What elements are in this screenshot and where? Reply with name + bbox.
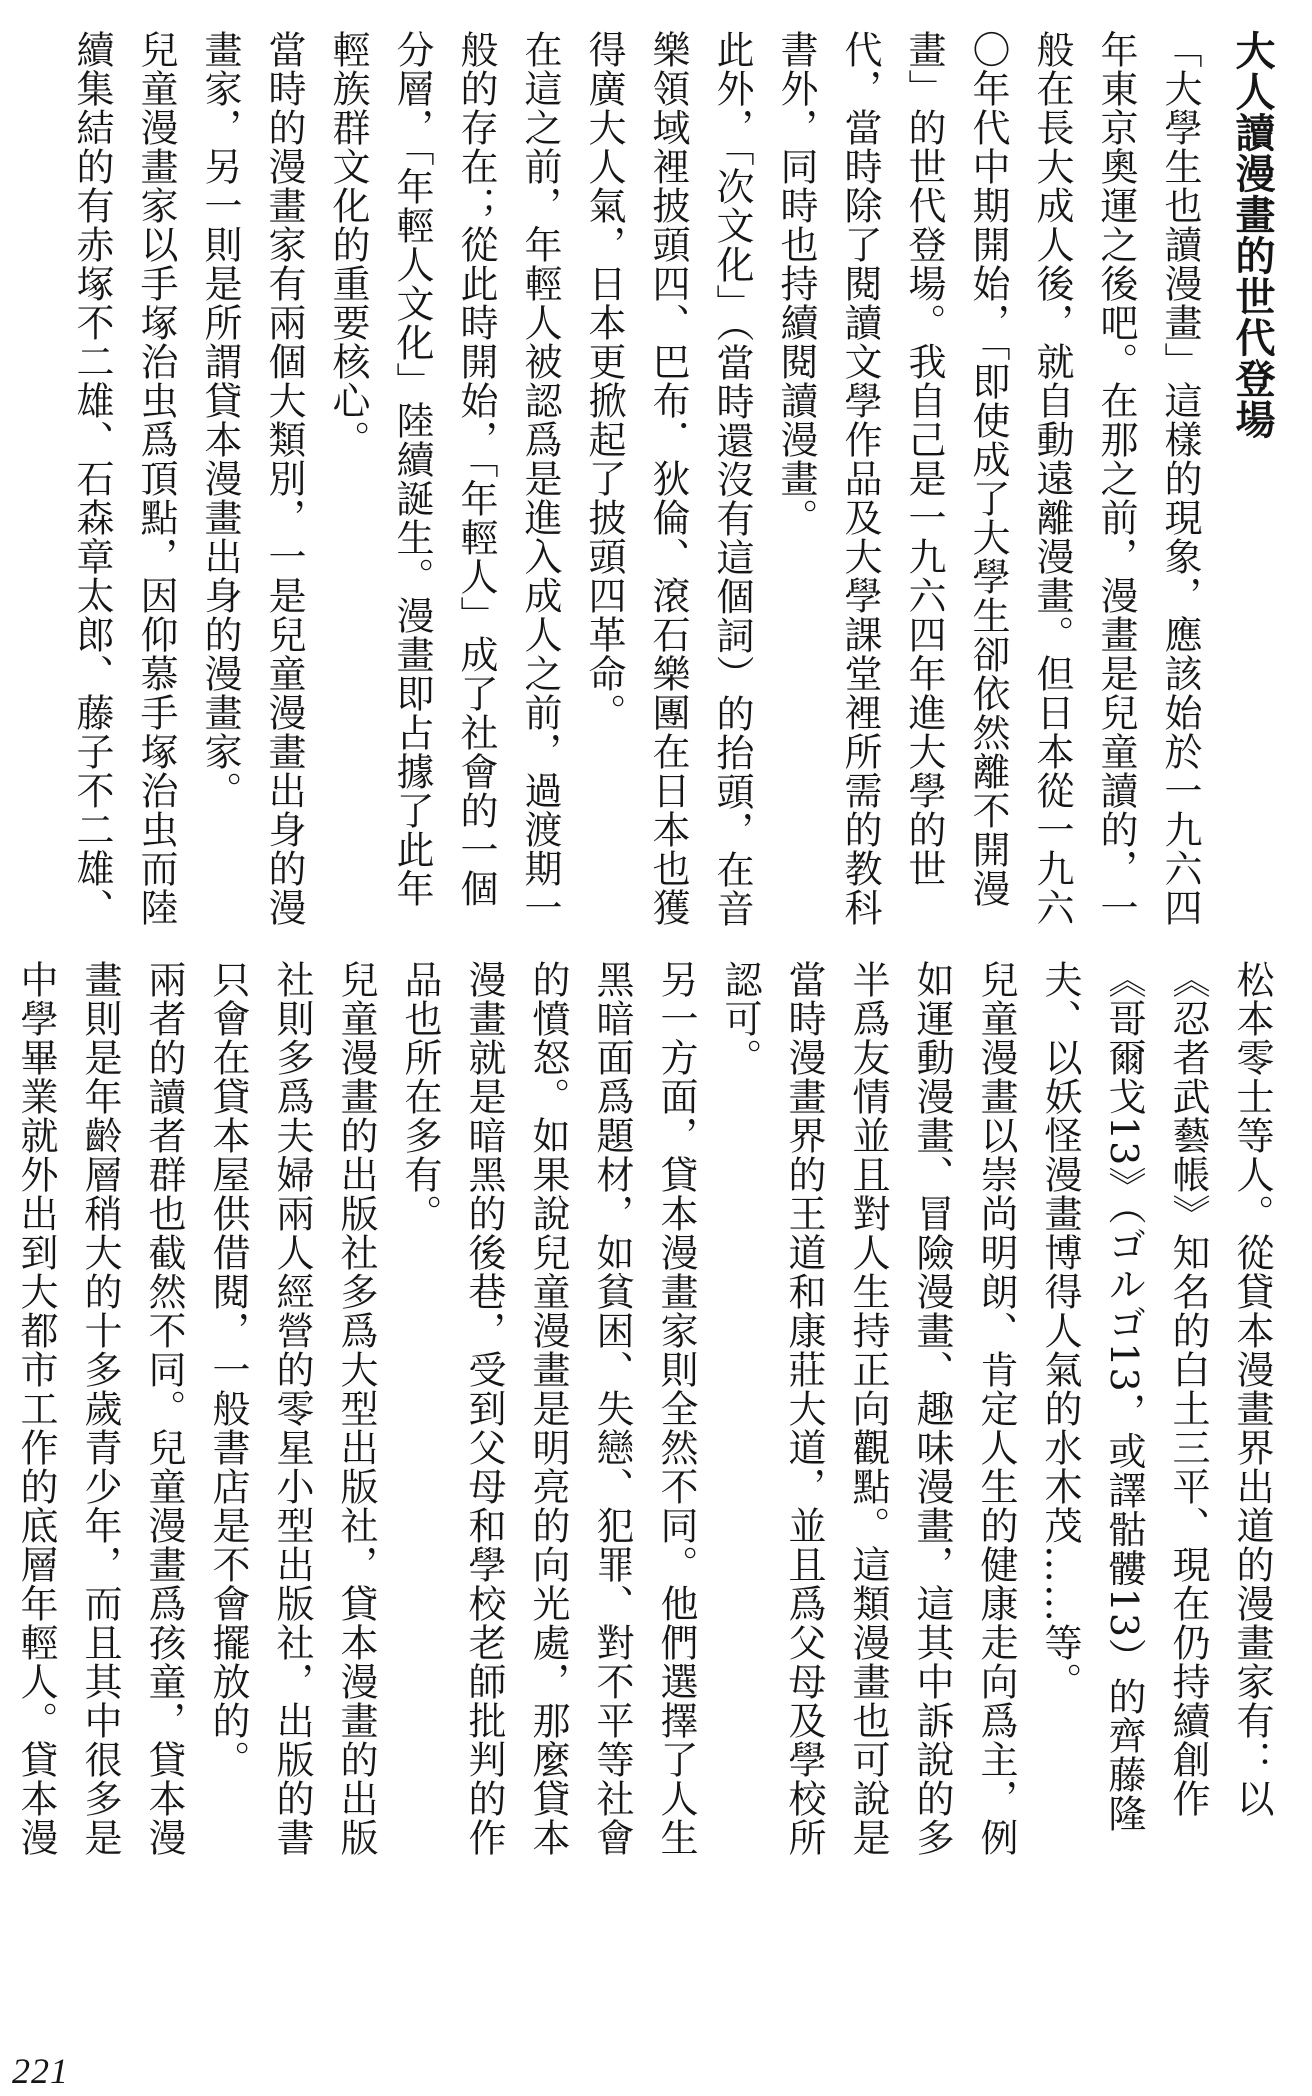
paragraph: 兒童漫畫家以手塚治虫爲頂點，因仰慕手塚治虫而陸續集結的有赤塚不二雄、石森章太郎、藤子不二雄、 xyxy=(70,30,178,927)
paragraph: 另一方面，貸本漫畫家則全然不同。他們選擇了人生黑暗面爲題材，如貧困、失戀、犯罪、對不平等社會的憤怒。如果說兒童漫畫是明亮的向光處，那麼貸本漫畫就是暗黑的後巷，受到父母和學校老師批判的作品也所在多有。 xyxy=(398,960,698,1857)
paragraph: 兒童漫畫以崇尚明朗、肯定人生的健康走向爲主，例如運動漫畫、冒險漫畫、趣味漫畫，這其中訴說的多半爲友情並且對人生持正向觀點。這類漫畫也可說是當時漫畫界的王道和康莊大道，並且爲父母及學校所認可。 xyxy=(718,960,1018,1857)
paragraph: 兒童漫畫的出版社多爲大型出版社，貸本漫畫的出版社則多爲夫婦兩人經營的零星小型出版社，出版的書只會在貸本屋供借閱，一般書店是不會擺放的。 xyxy=(206,960,378,1857)
paragraph: 「大學生也讀漫畫」這樣的現象，應該始於一九六四年東京奧運之後吧。在那之前，漫畫是兒童讀的，一般在長大成人後，就自動遠離漫畫。但日本從一九六〇年代中期開始，「即使成了大學生卻依然離不開漫畫」的世代登場。我自己是一九六四年進大學的世代，當時除了閱讀文學作品及大學課堂裡所需的教科書外，同時也持續閱讀漫畫。 xyxy=(774,30,1202,927)
paragraph: 松本零士等人。從貸本漫畫界出道的漫畫家有：以《忍者武藝帳》知名的白土三平、現在仍持續創作《哥爾戈13》（ゴルゴ13，或譯骷髏13）的齊藤隆夫、以妖怪漫畫博得人氣的水木茂……等。 xyxy=(1038,960,1274,1834)
lower-text-block xyxy=(9,960,1284,1890)
section-heading: 大人讀漫畫的世代登場 xyxy=(1229,30,1275,440)
paragraph: 在這之前，年輕人被認爲是進入成人之前，過渡期一般的存在；從此時開始，「年輕人」成了社會的一個分層，「年輕人文化」陸續誕生。漫畫即占據了此年輕族群文化的重要核心。 xyxy=(326,30,562,927)
page-number: 221 xyxy=(12,2051,69,2091)
paragraph: 此外，「次文化」（當時還沒有這個詞）的抬頭，在音樂領域裡披頭四、巴布．狄倫、滾石樂團在日本也獲得廣大人氣，日本更掀起了披頭四革命。 xyxy=(582,30,754,928)
paragraph: 兩者的讀者群也截然不同。兒童漫畫爲孩童，貸本漫畫則是年齡層稍大的十多歲青少年，而且其中很多是中學畢業就外出到大都市工作的底層年輕人。貸本漫 xyxy=(14,960,186,1857)
paragraph: 當時的漫畫家有兩個大類別，一是兒童漫畫出身的漫畫家，另一則是所謂貸本漫畫出身的漫畫家。 xyxy=(198,30,306,927)
upper-text-block xyxy=(9,30,1284,940)
